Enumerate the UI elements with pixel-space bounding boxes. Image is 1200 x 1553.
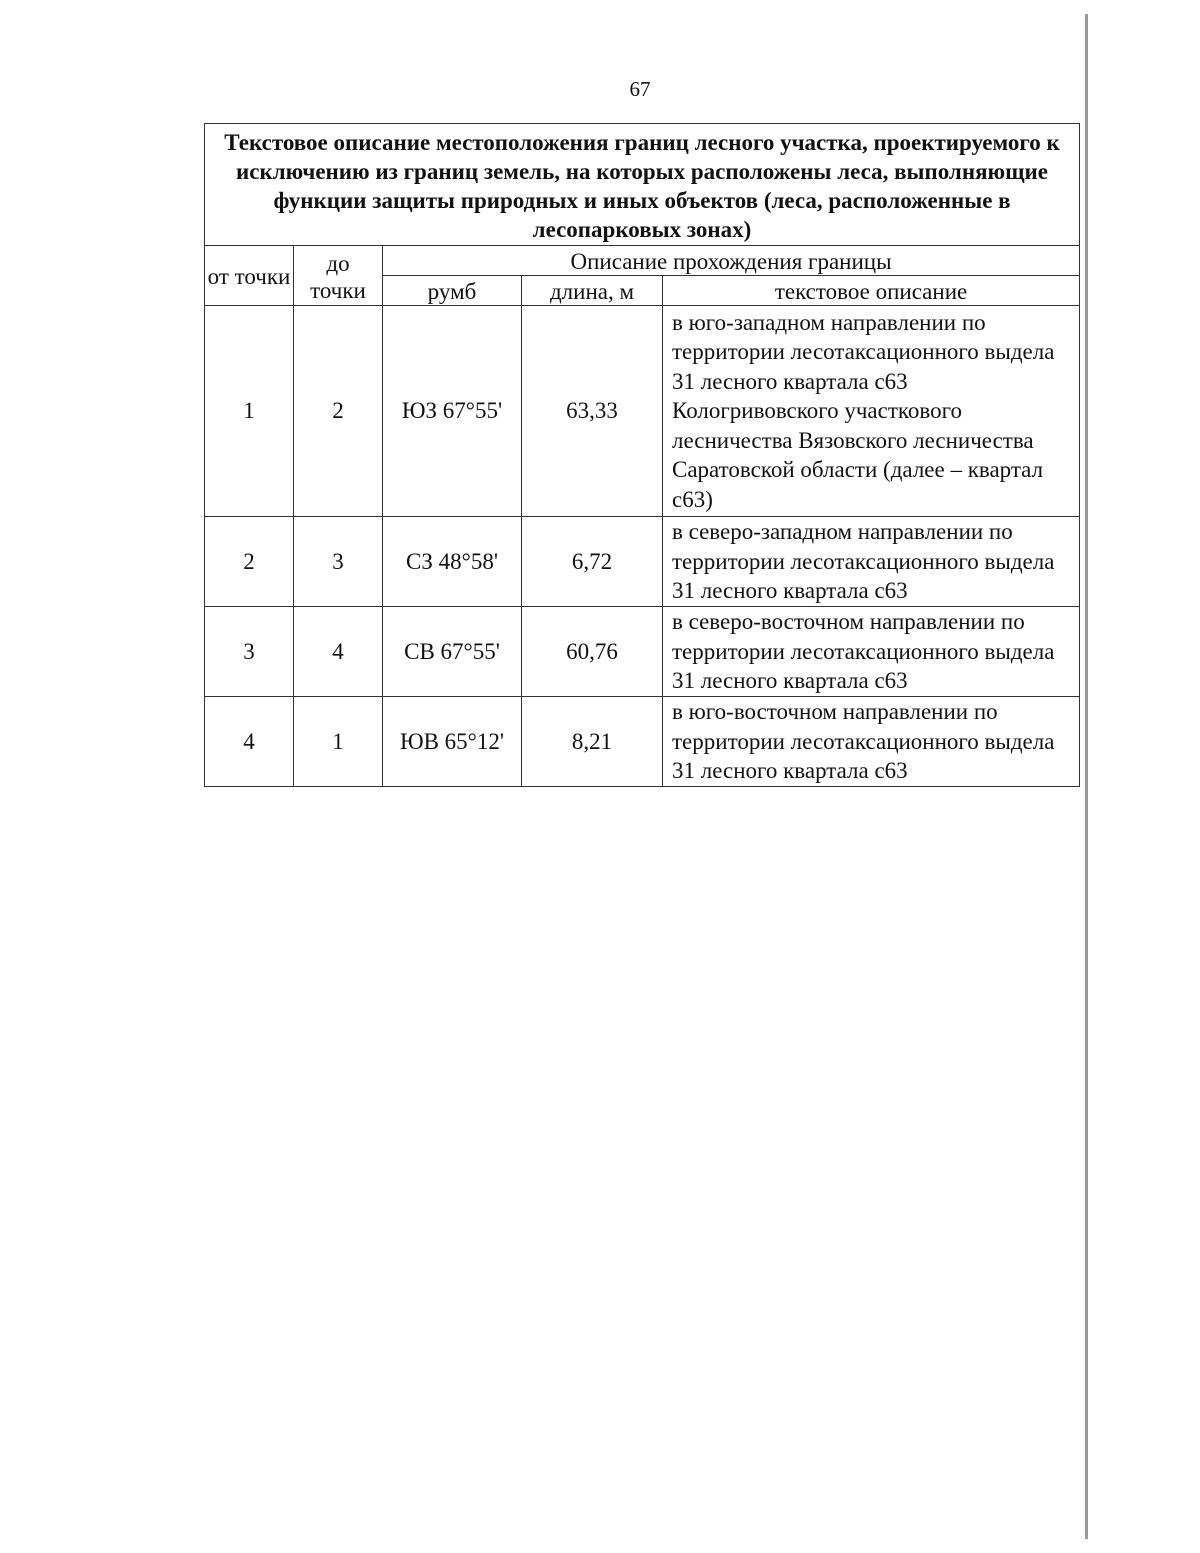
table-row	[205, 517, 1080, 607]
cell-bearing: СВ 67°55'	[383, 607, 522, 697]
cell-from: 3	[205, 607, 294, 697]
table-title: Текстовое описание местоположения границ лесного участка, проектируемого к исключению из границ земель, на которых расположены леса, выполняющие функции защиты природных и иных объектов (леса, расположенные в лесопарковых зонах)	[205, 124, 1080, 246]
cell-length: 6,72	[522, 517, 663, 607]
boundary-description-table	[204, 123, 1080, 787]
cell-description: в северо-восточном направлении по территории лесотаксационного выдела 31 лесного квартала с63	[663, 607, 1080, 697]
cell-from: 1	[205, 306, 294, 517]
cell-length: 8,21	[522, 697, 663, 787]
header-to-point	[294, 246, 383, 306]
page-number: 67	[629, 77, 651, 101]
table-row	[205, 607, 1080, 697]
header-text-description: текстовое описание	[663, 276, 1080, 306]
header-length: длина, м	[522, 276, 663, 306]
cell-description: в юго-западном направлении по территории лесотаксационного выдела 31 лесного квартала с63 Кологривовского участкового лесничества Вязовского лесничества Саратовской области (далее – квартал с63)	[663, 306, 1080, 517]
cell-bearing: СЗ 48°58'	[383, 517, 522, 607]
cell-length: 60,76	[522, 607, 663, 697]
cell-length: 63,33	[522, 306, 663, 517]
table-row	[205, 697, 1080, 787]
header-row-1	[205, 246, 1080, 276]
cell-description: в северо-западном направлении по территории лесотаксационного выдела 31 лесного квартала с63	[663, 517, 1080, 607]
scan-edge-line	[1085, 14, 1088, 1539]
cell-to: 4	[294, 607, 383, 697]
cell-to: 3	[294, 517, 383, 607]
header-bearing: румб	[383, 276, 522, 306]
cell-to: 2	[294, 306, 383, 517]
cell-bearing: ЮЗ 67°55'	[383, 306, 522, 517]
cell-description: в юго-восточном направлении по территории лесотаксационного выдела 31 лесного квартала с63	[663, 697, 1080, 787]
cell-from: 2	[205, 517, 294, 607]
cell-bearing: ЮВ 65°12'	[383, 697, 522, 787]
table-row	[205, 306, 1080, 517]
header-to-point-label: до точки	[310, 250, 366, 303]
table-title-row	[205, 124, 1080, 246]
header-from-point-label: от точки	[207, 264, 291, 289]
header-description-group: Описание прохождения границы	[383, 246, 1080, 276]
header-from-point	[205, 246, 294, 306]
cell-to: 1	[294, 697, 383, 787]
cell-from: 4	[205, 697, 294, 787]
